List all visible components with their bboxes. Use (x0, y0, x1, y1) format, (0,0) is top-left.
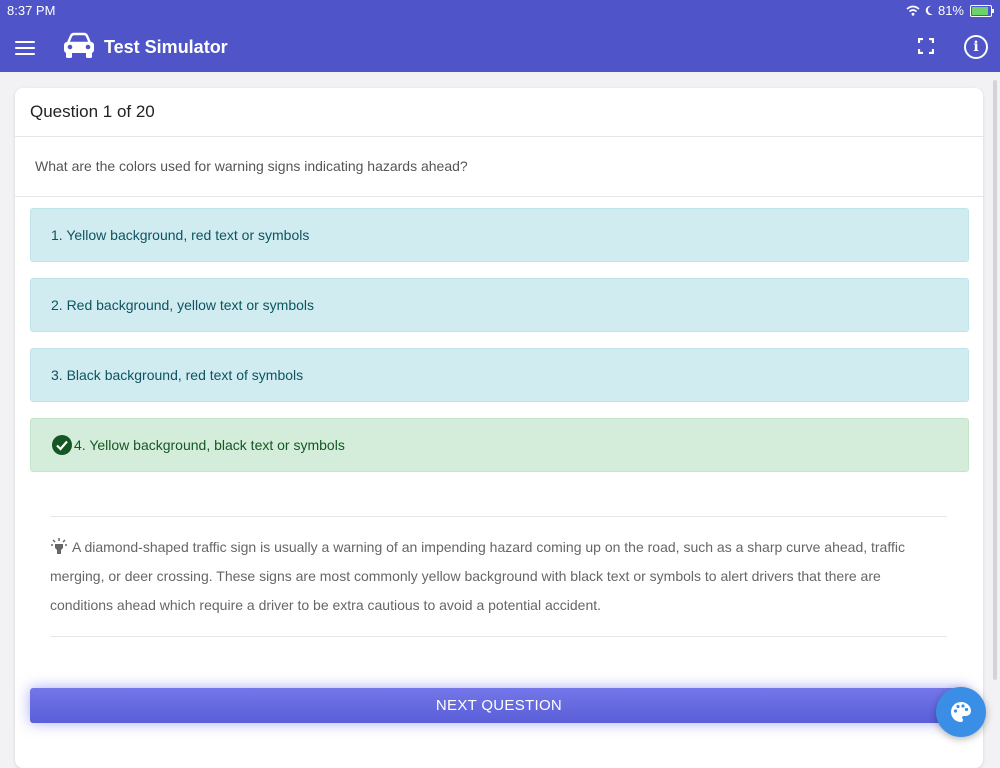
app-header (0, 0, 1000, 72)
palette-button[interactable] (936, 687, 986, 737)
status-indicators (906, 3, 992, 18)
fullscreen-icon[interactable] (918, 38, 934, 54)
answer-option-3[interactable] (30, 348, 969, 402)
answer-label: 4. Yellow background, black text or symbols (74, 437, 345, 453)
question-card (15, 88, 983, 768)
app-title: Test Simulator (104, 37, 228, 57)
menu-icon[interactable] (15, 38, 35, 54)
scrollbar[interactable] (993, 80, 997, 680)
divider (15, 196, 983, 197)
divider (50, 636, 947, 637)
wifi-icon (906, 5, 920, 16)
answer-label: 2. Red background, yellow text or symbols (51, 297, 315, 313)
answer-option-2[interactable] (30, 278, 969, 332)
lightbulb-icon (50, 537, 68, 555)
explanation-text: A diamond-shaped traffic sign is usually a warning of an impending hazard coming up on the road, such as a sharp curve ahead, traffic merging, or deer crossing. These signs are most commonly yellow background with black text or symbols to alert drivers that there are conditions ahead which require a driver to be extra cautious to avoid a potential accident. (50, 539, 905, 613)
car-icon (62, 32, 96, 60)
palette-icon (950, 701, 972, 723)
answer-option-4-correct[interactable] (30, 418, 969, 472)
answer-label: 1. Yellow background, red text or symbols (51, 227, 310, 243)
answer-label: 3. Black background, red text of symbols (51, 367, 304, 383)
answer-option-1[interactable] (30, 208, 969, 262)
next-question-button[interactable]: NEXT QUESTION (30, 688, 968, 723)
question-text: What are the colors used for warning signs indicating hazards ahead? (35, 158, 468, 174)
battery-icon (970, 5, 992, 17)
explanation (50, 533, 947, 620)
divider (50, 516, 947, 517)
status-time: 8:37 PM (7, 3, 56, 18)
question-header (15, 88, 983, 137)
battery-percent: 81% (937, 3, 964, 18)
info-icon[interactable]: i (964, 35, 988, 59)
moon-icon (924, 5, 934, 16)
question-counter: Question 1 of 20 (30, 102, 155, 121)
check-icon (52, 435, 72, 455)
